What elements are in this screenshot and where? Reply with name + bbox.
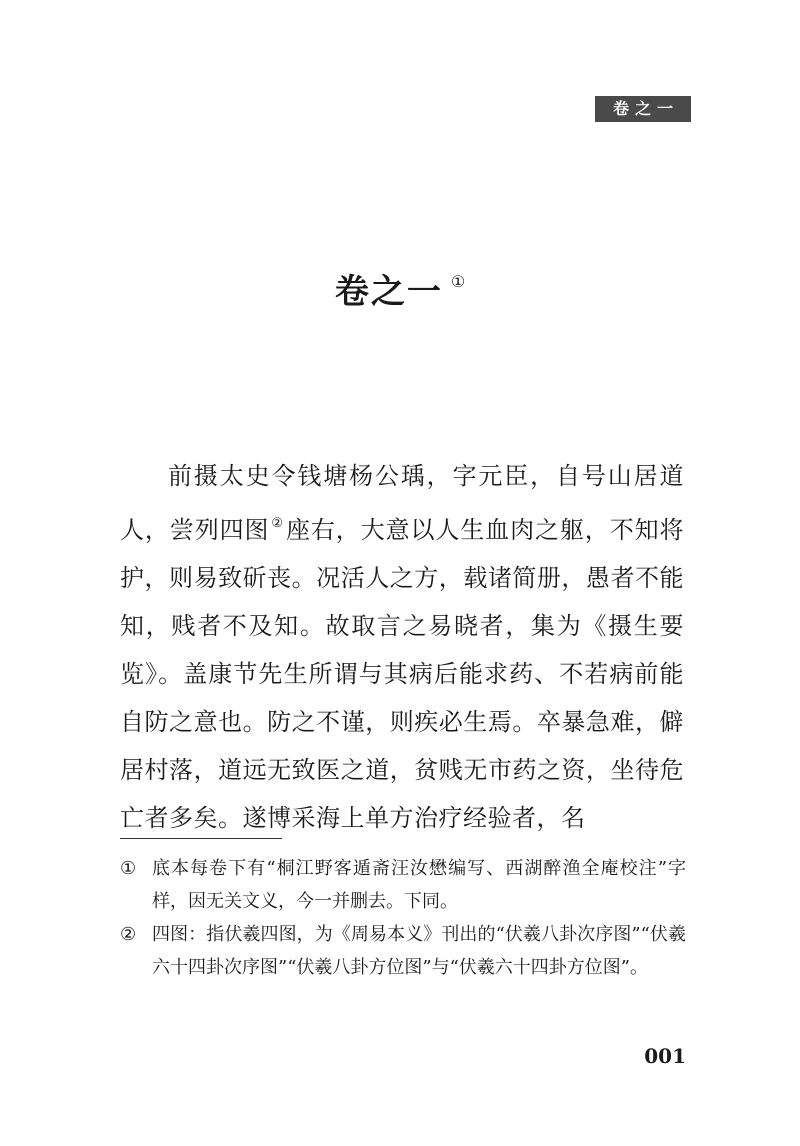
body-footnote-ref[interactable]: ② — [271, 516, 284, 531]
body-text — [120, 452, 684, 842]
footnote-text: 底本每卷下有“桐江野客遁斋汪汝懋编写、西湖醉渔全庵校注”字样，因无关文义，今一并删去。下同。 — [152, 858, 686, 912]
body-paragraph — [120, 452, 684, 842]
footnote-1 — [120, 852, 686, 918]
chapter-title — [0, 262, 800, 312]
body-text-before-note: 前摄太史令钱塘杨公瑀，字元臣，自号山居道人，尝列四图 — [120, 462, 684, 544]
page-number: 001 — [644, 1044, 686, 1068]
footnote-number: ① — [120, 858, 137, 879]
footnote-number: ② — [120, 924, 137, 945]
chapter-footnote-ref[interactable]: ① — [450, 272, 466, 291]
body-text-after-note: 座右，大意以人生血肉之躯，不知将护，则易致斫丧。况活人之方，载诸简册，愚者不能知，贱者不及知。故取言之易晓者，集为《摄生要览》。盖康节先生所谓与其病后能求药、不若病前能自防之意也。防之不谨，则疾必生焉。卒暴急难，僻居村落，道远无致医之道，贫贱无市药之资，坐待危亡者多矣。遂博采海上单方治疗经验者，名 — [120, 516, 685, 832]
running-header: 卷之一 — [595, 96, 691, 122]
footnote-2 — [120, 918, 686, 984]
footnote-divider — [120, 838, 282, 839]
footnotes — [120, 852, 686, 984]
footnote-text: 四图：指伏羲四图，为《周易本义》刊出的“伏羲八卦次序图”“伏羲六十四卦次序图”“伏羲八卦方位图”与“伏羲六十四卦方位图”。 — [152, 924, 686, 978]
chapter-title-text: 卷之一 — [334, 272, 443, 312]
